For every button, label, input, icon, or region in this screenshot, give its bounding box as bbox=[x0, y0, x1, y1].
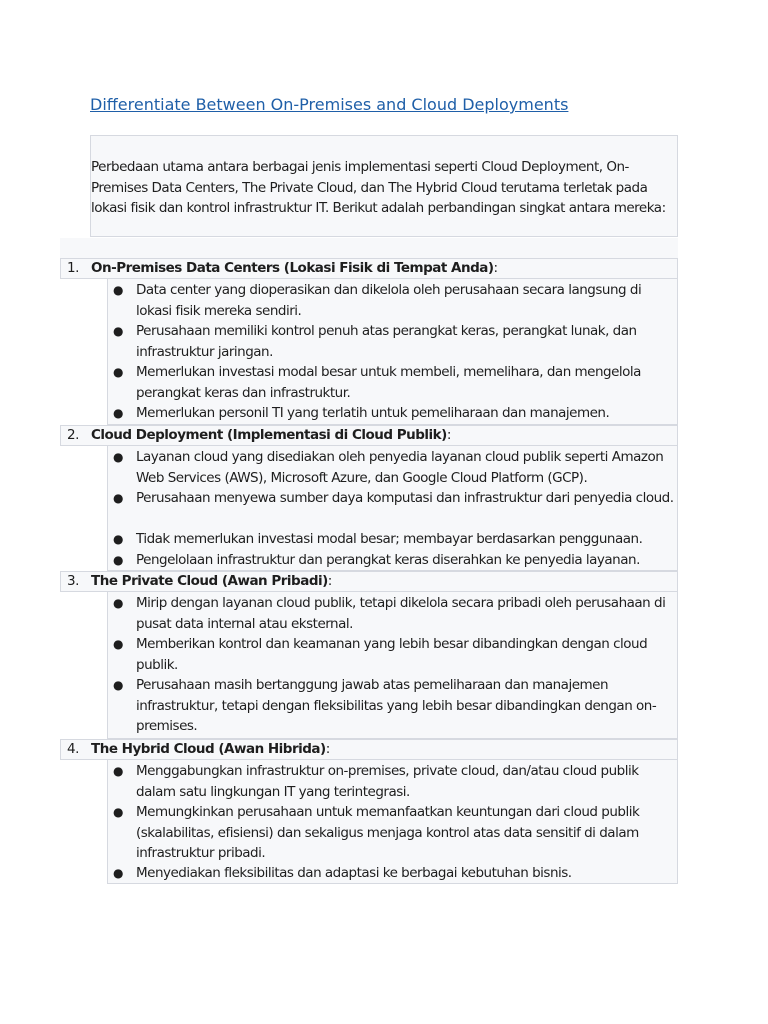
bullet-icon: ● bbox=[113, 596, 123, 610]
section-number: 1. bbox=[67, 260, 79, 276]
bullet-icon: ● bbox=[113, 866, 123, 880]
section-number: 2. bbox=[67, 427, 79, 443]
section-title: On-Premises Data Centers (Lokasi Fisik di Tempat Anda) bbox=[91, 260, 494, 276]
bullet-icon: ● bbox=[113, 553, 123, 567]
section-title: The Private Cloud (Awan Pribadi) bbox=[91, 573, 328, 589]
spacer-band bbox=[60, 238, 678, 258]
bullet-list-3: ● Mirip dengan layanan cloud publik, tetapi dikelola secara pribadi oleh perusahaan di pusat data internal atau eksternal. ● Memberikan kontrol dan keamanan yang lebih besar dibandingkan dengan cloud publik. ● Perusahaan masih bertanggung jawab atas pemeliharaan dan manajemen infrastruktur, tetapi dengan fleksibilitas yang lebih besar dibandingkan dengan on-premises. bbox=[107, 592, 678, 739]
bullet-icon: ● bbox=[113, 450, 123, 464]
section-heading-4: 4. The Hybrid Cloud (Awan Hibrida): bbox=[60, 739, 678, 760]
bullet-icon: ● bbox=[113, 406, 123, 420]
section-heading-3: 3. The Private Cloud (Awan Pribadi): bbox=[60, 571, 678, 592]
bullet-list-1: ● Data center yang dioperasikan dan dikelola oleh perusahaan secara langsung di lokasi fisik mereka sendiri. ● Perusahaan memiliki kontrol penuh atas perangkat keras, perangkat lunak, dan infrastruktur jaringan. ● Memerlukan investasi modal besar untuk membeli, memelihara, dan mengelola perangkat keras dan infrastruktur. ● Memerlukan personil TI yang terlatih untuk pemeliharaan dan manajemen. bbox=[107, 279, 678, 425]
intro-text: Perbedaan utama antara berbagai jenis implementasi seperti Cloud Deployment, On-Premises Data Centers, The Private Cloud, dan The Hybrid Cloud terutama terletak pada lokasi fisik dan kontrol infrastruktur IT. Berikut adalah perbandingan singkat antara mereka: bbox=[91, 159, 666, 216]
bullet-icon: ● bbox=[113, 532, 123, 546]
section-heading-2: 2. Cloud Deployment (Implementasi di Cloud Publik): bbox=[60, 425, 678, 446]
section-number: 4. bbox=[67, 741, 79, 757]
bullet-icon: ● bbox=[113, 283, 123, 297]
bullet-icon: ● bbox=[113, 805, 123, 819]
bullet-icon: ● bbox=[113, 637, 123, 651]
bullet-icon: ● bbox=[113, 678, 123, 692]
bullet-list-4: ● Menggabungkan infrastruktur on-premises, private cloud, dan/atau cloud publik dalam satu lingkungan IT yang terintegrasi. ● Memungkinkan perusahaan untuk memanfaatkan keuntungan dari cloud publik (skalabilitas, efisiensi) dan sekaligus menjaga kontrol atas data sensitif di dalam infrastruktur pribadi. ● Menyediakan fleksibilitas dan adaptasi ke berbagai kebutuhan bisnis. bbox=[107, 760, 678, 884]
section-title: The Hybrid Cloud (Awan Hibrida) bbox=[91, 741, 326, 757]
bullet-list-2: ● Layanan cloud yang disediakan oleh penyedia layanan cloud publik seperti Amazon Web Services (AWS), Microsoft Azure, dan Google Cloud Platform (GCP). ● Perusahaan menyewa sumber daya komputasi dan infrastruktur dari penyedia cloud. ● Tidak memerlukan investasi modal besar; membayar berdasarkan penggunaan. ● Pengelolaan infrastruktur dan perangkat keras diserahkan ke penyedia layanan. bbox=[107, 446, 678, 571]
bullet-icon: ● bbox=[113, 764, 123, 778]
bullet-icon: ● bbox=[113, 365, 123, 379]
section-number: 3. bbox=[67, 573, 79, 589]
section-title: Cloud Deployment (Implementasi di Cloud Publik) bbox=[91, 427, 447, 443]
intro-box bbox=[90, 135, 678, 237]
bullet-icon: ● bbox=[113, 491, 123, 505]
bullet-icon: ● bbox=[113, 324, 123, 338]
section-heading-1: 1. On-Premises Data Centers (Lokasi Fisik di Tempat Anda): bbox=[60, 258, 678, 279]
page-title: Differentiate Between On-Premises and Cloud Deployments bbox=[90, 95, 569, 114]
